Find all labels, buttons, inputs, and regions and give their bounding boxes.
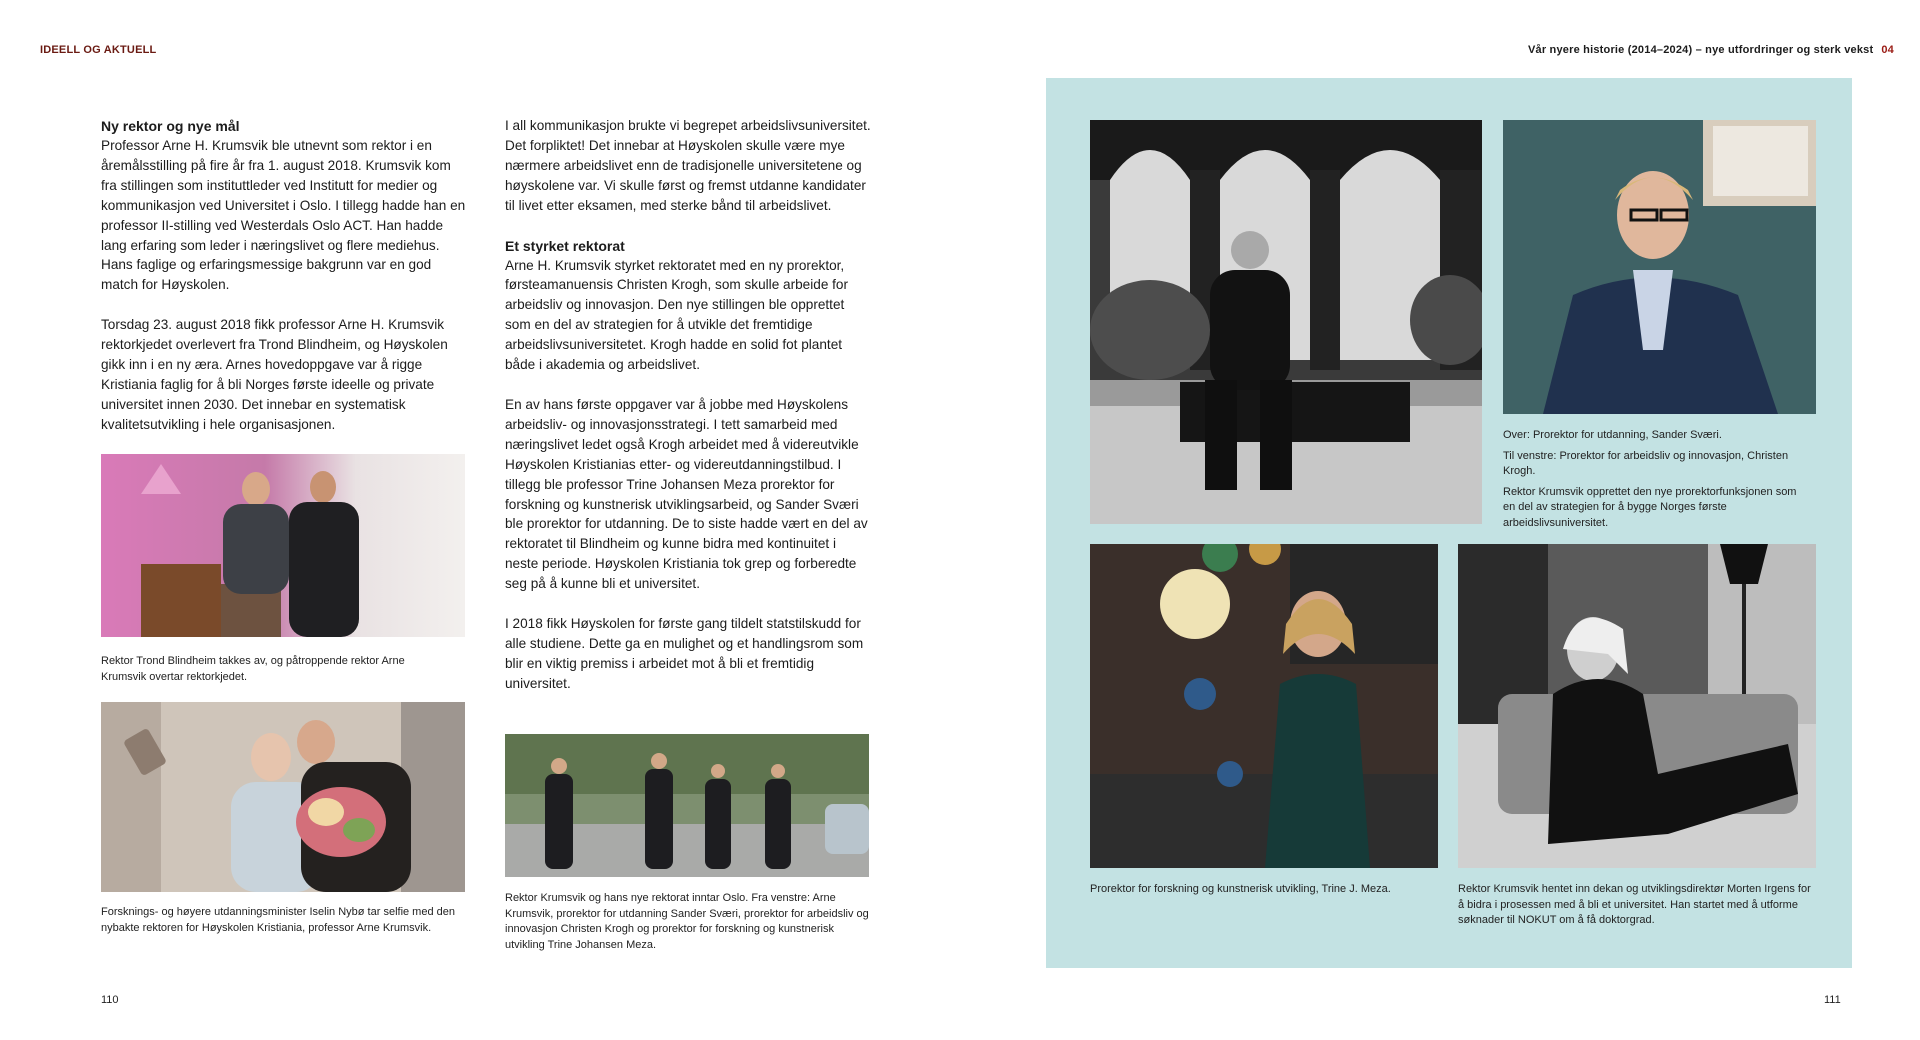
paragraph: Professor Arne H. Krumsvik ble utnevnt som rektor i en åremålsstilling på fire år fra 1. august 2018. Krumsvik kom fra stillingen som instituttleder ved Institutt for medier og kommunikasjon ved Universitet i Oslo. I tillegg hadde han en professor II-stilling ved Westerdals Oslo ACT. Han hadde lang erfaring som leder i næringslivet og flere mediehus. Hans faglige og erfaringsmessige bakgrunn var en god match for Høyskolen. [101,138,466,293]
caption-line-svaeri: Over: Prorektor for utdanning, Sander Sværi. [1503,429,1722,441]
caption-selfie: Forsknings- og høyere utdanningsminister Iselin Nybø tar selfie med den nybakte rektoren for Høyskolen Kristiania, professor Arne Krumsvik. [101,906,455,934]
caption-panel-top [1503,428,1803,531]
running-header-title: Vår nyere historie (2014–2024) – nye utfordringer og sterk vekst [1527,44,1874,56]
photo-rectorate-procession [505,734,869,877]
section-heading-new-rector: Ny rektor og nye mål [101,118,240,134]
running-header-right [1528,44,1894,56]
photo-minister-selfie [101,702,465,892]
paragraph: Arne H. Krumsvik styrket rektoratet med en ny prorektor, førsteamanuensis Christen Krogh, som skulle arbeide for arbeidsliv og innovasjon. Den nye stillingen ble opprettet som en del av strategien for å utvikle det fremtidige arbeidslivsuniversitetet. Krogh hadde en solid fot plantet både i akademia og arbeidslivet. [505,257,849,373]
page-number-right: 111 [1824,994,1841,1006]
middle-text-column [505,116,871,714]
photo-rector-handover [101,454,465,637]
caption-procession: Rektor Krumsvik og hans nye rektorat inntar Oslo. Fra venstre: Arne Krumsvik, prorektor for utdanning Sander Sværi, prorektor for arbeidsliv og innovasjon Christen Krogh og prorektor for forskning og kunstnerisk utvikling Trine Johansen Meza. [505,892,869,951]
caption-line-krogh: Til venstre: Prorektor for arbeidsliv og innovasjon, Christen Krogh. [1503,449,1789,477]
paragraph: Torsdag 23. august 2018 fikk professor Arne H. Krumsvik rektorkjedet overlevert fra Trond Blindheim, og Høyskolen gikk inn i en ny æra. Arnes hovedoppgave var å rigge Kristiania faglig for å bli Norges første ideelle og private universitet innen 2030. Det innebar en systematisk kvalitetsutvikling i hele organisasjonen. [101,317,448,432]
photo-morten-irgens [1458,544,1816,868]
running-header-page: 04 [1881,44,1894,56]
caption-meza: Prorektor for forskning og kunstnerisk utvikling, Trine J. Meza. [1090,883,1391,895]
photo-trine-meza [1090,544,1438,868]
photo-krumsvik-hall [1090,120,1482,524]
running-header-left: IDEELL OG AKTUELL [40,44,157,56]
paragraph: En av hans første oppgaver var å jobbe med Høyskolens arbeidsliv- og innovasjonsstrategi. I tett samarbeid med næringslivet ledet også Krogh arbeidet med å videreutvikle Høyskolen Kristianias etter- og videreutdanningstilbud. I tillegg ble professor Trine Johansen Meza prorektor for forskning og kunstnerisk utviklingsarbeid, og Sander Sværi ble prorektor for utdanning. De to siste hadde vært en del av rektoratet til Blindheim og kunne bidra med kontinuitet i neste periode. Høyskolen Kristiania tok grep og forberedte seg på å kunne bli et universitet. [505,396,868,592]
page-number-left: 110 [101,994,119,1006]
caption-irgens: Rektor Krumsvik hentet inn dekan og utviklingsdirektør Morten Irgens for å bidra i prosessen med å bli et universitet. Han startet med å utforme søknader til NOKUT om å få doktorgrad. [1458,883,1811,926]
left-text-column [101,116,467,455]
caption-line-strategy: Rektor Krumsvik opprettet den nye prorektorfunksjonen som en del av strategien for å bygge Norges første arbeidslivsuniversitet. [1503,485,1797,529]
photo-sander-svaeri [1503,120,1816,414]
caption-handover: Rektor Trond Blindheim takkes av, og påtroppende rektor Arne Krumsvik overtar rektorkjedet. [101,655,405,683]
section-heading-strengthened-rectorate: Et styrket rektorat [505,237,625,254]
paragraph: I 2018 fikk Høyskolen for første gang tildelt statstilskudd for alle studiene. Dette ga en mulighet og et handlingsrom som blir en viktig premiss i arbeidet mot å bli et fremtidig universitet. [505,616,864,691]
paragraph: I all kommunikasjon brukte vi begrepet arbeidslivsuniversitet. Det forpliktet! Det innebar at Høyskolen skulle være mye nærmere arbeidslivet enn de tradisjonelle universitetene og høyskolene var. Vi skulle først og fremst utdanne kandidater til livet etter eksamen, med sterke bånd til arbeidslivet. [505,118,871,213]
